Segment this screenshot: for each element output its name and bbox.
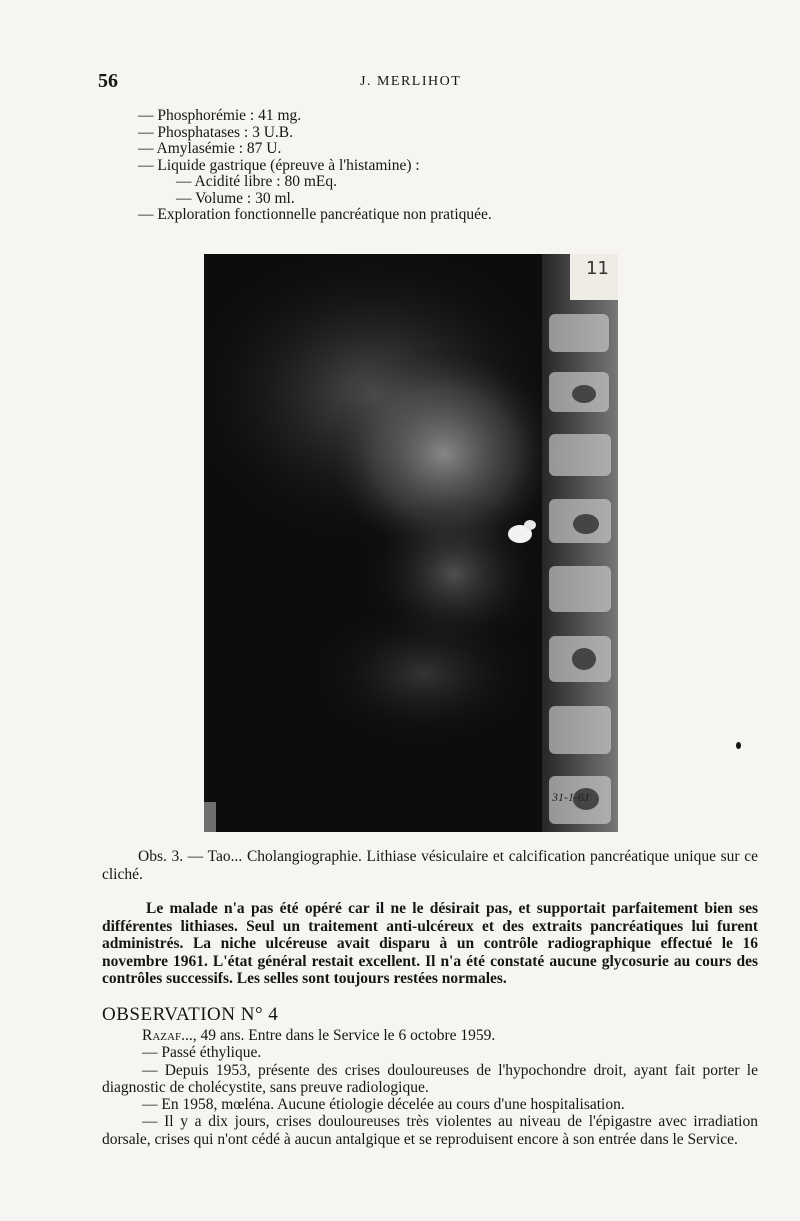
lab-result-phosphatases: — Phosphatases : 3 U.B. <box>138 123 293 141</box>
lab-result-volume: — Volume : 30 ml. <box>176 189 295 207</box>
observation-body <box>102 1027 758 1148</box>
body-paragraph: Le malade n'a pas été opéré car il ne le désirait pas, et supportait parfaitement bien ses différentes lithiases. Seul un traitement anti-ulcéreux et des extraits pancréatiques lui furent administrés. La niche ulcéreuse avait disparu à un contrôle radiographique effectué le 16 novembre 1961. L'état général restait excellent. Il n'a été constaté aucune glycosurie au cours des contrôles successifs. Les selles sont toujours restées normales. <box>102 900 758 988</box>
lab-results-list <box>138 108 492 224</box>
observation-intro-text: , 49 ans. Entre dans le Service le 6 octobre 1959. <box>192 1027 496 1044</box>
observation-item-ten-days: — Il y a dix jours, crises douloureuses très violentes au niveau de l'épigastre avec irradiation dorsale, crises qui n'ont cédé à aucun antalgique et se reproduisent encore à son entrée dans le Service. <box>102 1113 758 1148</box>
observation-item-1958: — En 1958, mœléna. Aucune étiologie décelée au cours d'une hospitalisation. <box>142 1096 625 1114</box>
film-label-number: 11 <box>586 258 609 279</box>
observation-intro <box>102 1027 758 1044</box>
lab-result-amylasemie: — Amylasémie : 87 U. <box>138 140 282 157</box>
lab-result-pancreatic-exploration: — Exploration fonctionnelle pancréatique non pratiquée. <box>138 206 492 223</box>
xray-image <box>204 254 618 832</box>
film-date-mark: 31-1-61 <box>552 790 590 804</box>
stray-ink-mark <box>736 742 741 749</box>
observation-heading: OBSERVATION N° 4 <box>102 1004 279 1025</box>
patient-name: Razaf... <box>142 1027 193 1044</box>
lab-result-gastric-fluid: — Liquide gastrique (épreuve à l'histamine) : <box>138 156 420 174</box>
observation-item-ethylic: — Passé éthylique. <box>142 1044 262 1062</box>
lab-result-free-acidity: — Acidité libre : 80 mEq. <box>176 173 338 190</box>
running-head: J. MERLIHOT <box>360 74 462 89</box>
xray-figure <box>204 254 618 832</box>
lab-result-phosphoremie: — Phosphorémie : 41 mg. <box>138 107 302 124</box>
page-number: 56 <box>98 70 118 92</box>
figure-caption: Obs. 3. — Tao... Cholangiographie. Lithiase vésiculaire et calcification pancréatique unique sur ce cliché. <box>102 848 758 883</box>
observation-item-1953: — Depuis 1953, présente des crises douloureuses de l'hypochondre droit, ayant fait porter le diagnostic de cholécystite, sans preuve radiologique. <box>102 1061 758 1096</box>
